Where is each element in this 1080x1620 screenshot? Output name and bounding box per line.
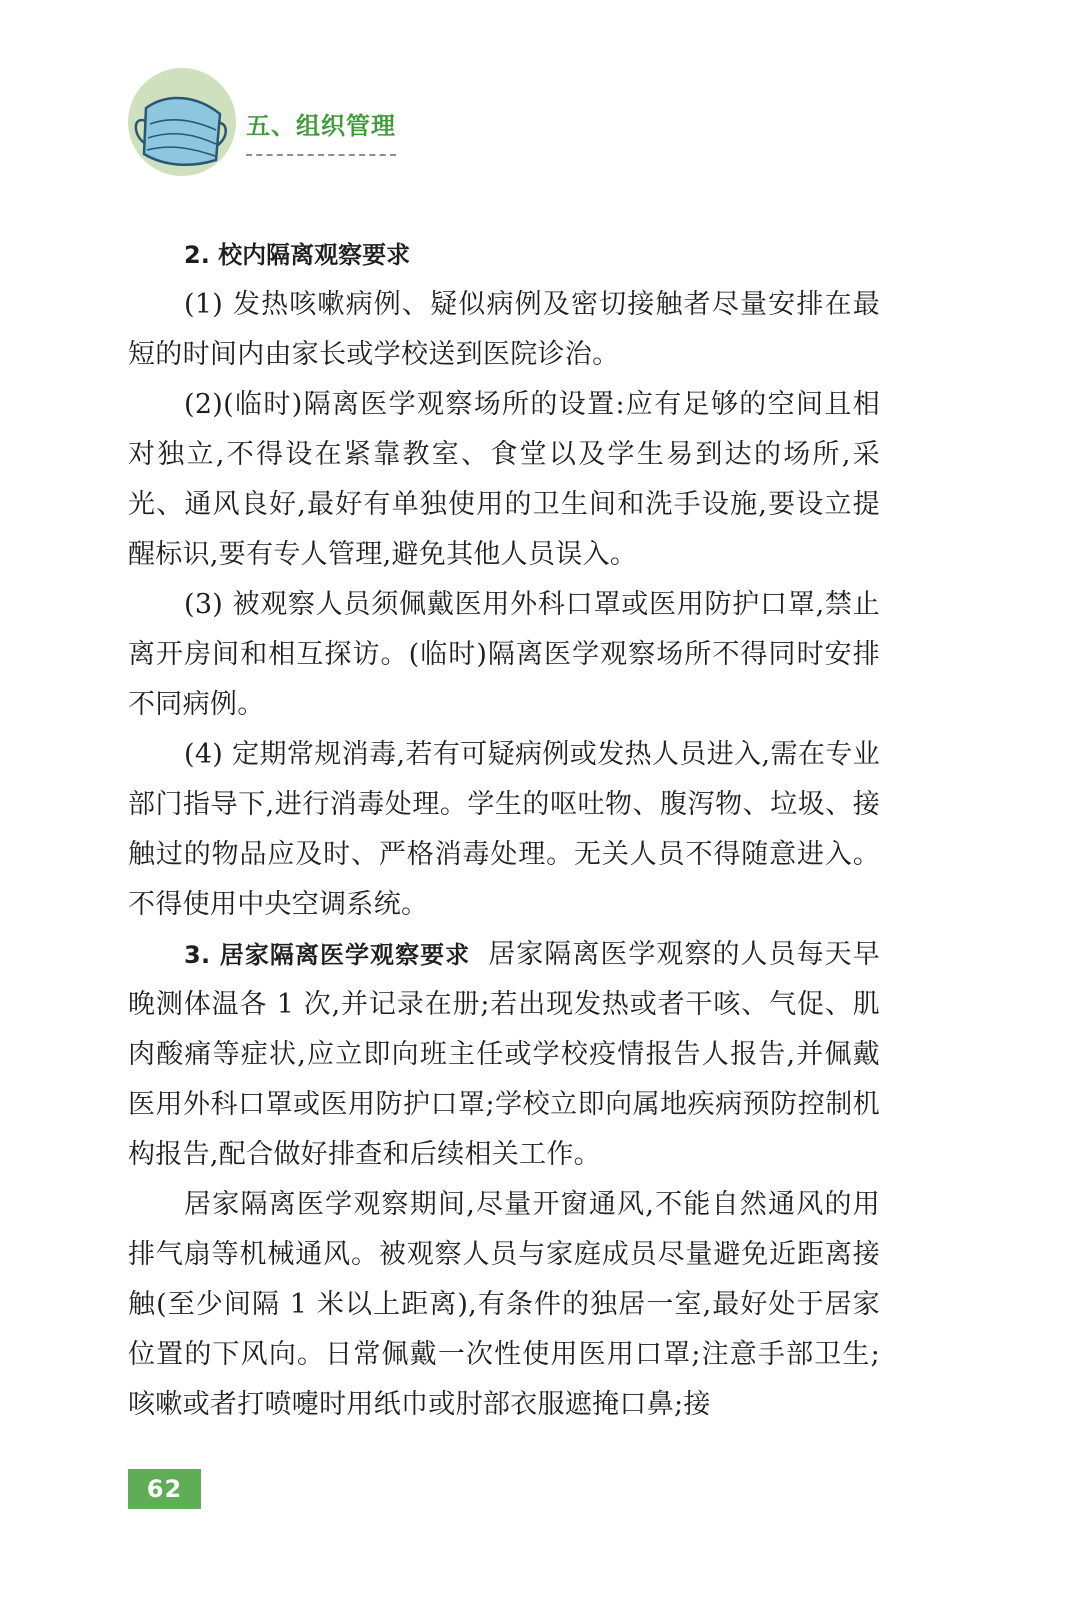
heading-home-isolation: 3. 居家隔离医学观察要求: [184, 941, 471, 969]
face-mask-icon: [128, 68, 236, 176]
chapter-header: [128, 68, 428, 180]
paragraph-home-isolation-period: 居家隔离医学观察期间,尽量开窗通风,不能自然通风的用排气扇等机械通风。被观察人员与家庭成员尽量避免近距离接触(至少间隔 1 米以上距离),有条件的独居一室,最好处于居家位置的下风向。日常佩戴一次性使用医用口罩;注意手部卫生;咳嗽或者打喷嚏时用纸巾或肘部衣服遮掩口鼻;接: [128, 1189, 880, 1420]
heading-isolation-on-campus: 2. 校内隔离观察要求: [184, 241, 411, 269]
section-title: 五、组织管理: [246, 112, 396, 140]
paragraph-item-4: (4) 定期常规消毒,若有可疑病例或发热人员进入,需在专业部门指导下,进行消毒处理。学生的呕吐物、腹泻物、垃圾、接触过的物品应及时、严格消毒处理。无关人员不得随意进入。不得使用中央空调系统。: [128, 739, 880, 920]
paragraph-item-3: (3) 被观察人员须佩戴医用外科口罩或医用防护口罩,禁止离开房间和相互探访。(临时)隔离医学观察场所不得同时安排不同病例。: [128, 589, 880, 720]
paragraph-item-1: (1) 发热咳嗽病例、疑似病例及密切接触者尽量安排在最短的时间内由家长或学校送到医院诊治。: [128, 289, 880, 370]
paragraph-item-2: (2)(临时)隔离医学观察场所的设置:应有足够的空间且相对独立,不得设在紧靠教室、食堂以及学生易到达的场所,采光、通风良好,最好有单独使用的卫生间和洗手设施,要设立提醒标识,要有专人管理,避免其他人员误入。: [128, 389, 880, 570]
paragraph-home-isolation: [128, 930, 880, 1180]
page-number: 62: [128, 1469, 201, 1509]
home-isolation-text: 居家隔离医学观察的人员每天早晚测体温各 1 次,并记录在册;若出现发热或者干咳、气促、肌肉酸痛等症状,应立即向班主任或学校疫情报告人报告,并佩戴医用外科口罩或医用防护口罩;学校立即向属地疾病预防控制机构报告,配合做好排查和后续相关工作。: [128, 939, 880, 1170]
title-divider: [246, 154, 396, 156]
body-text: [128, 230, 880, 1430]
